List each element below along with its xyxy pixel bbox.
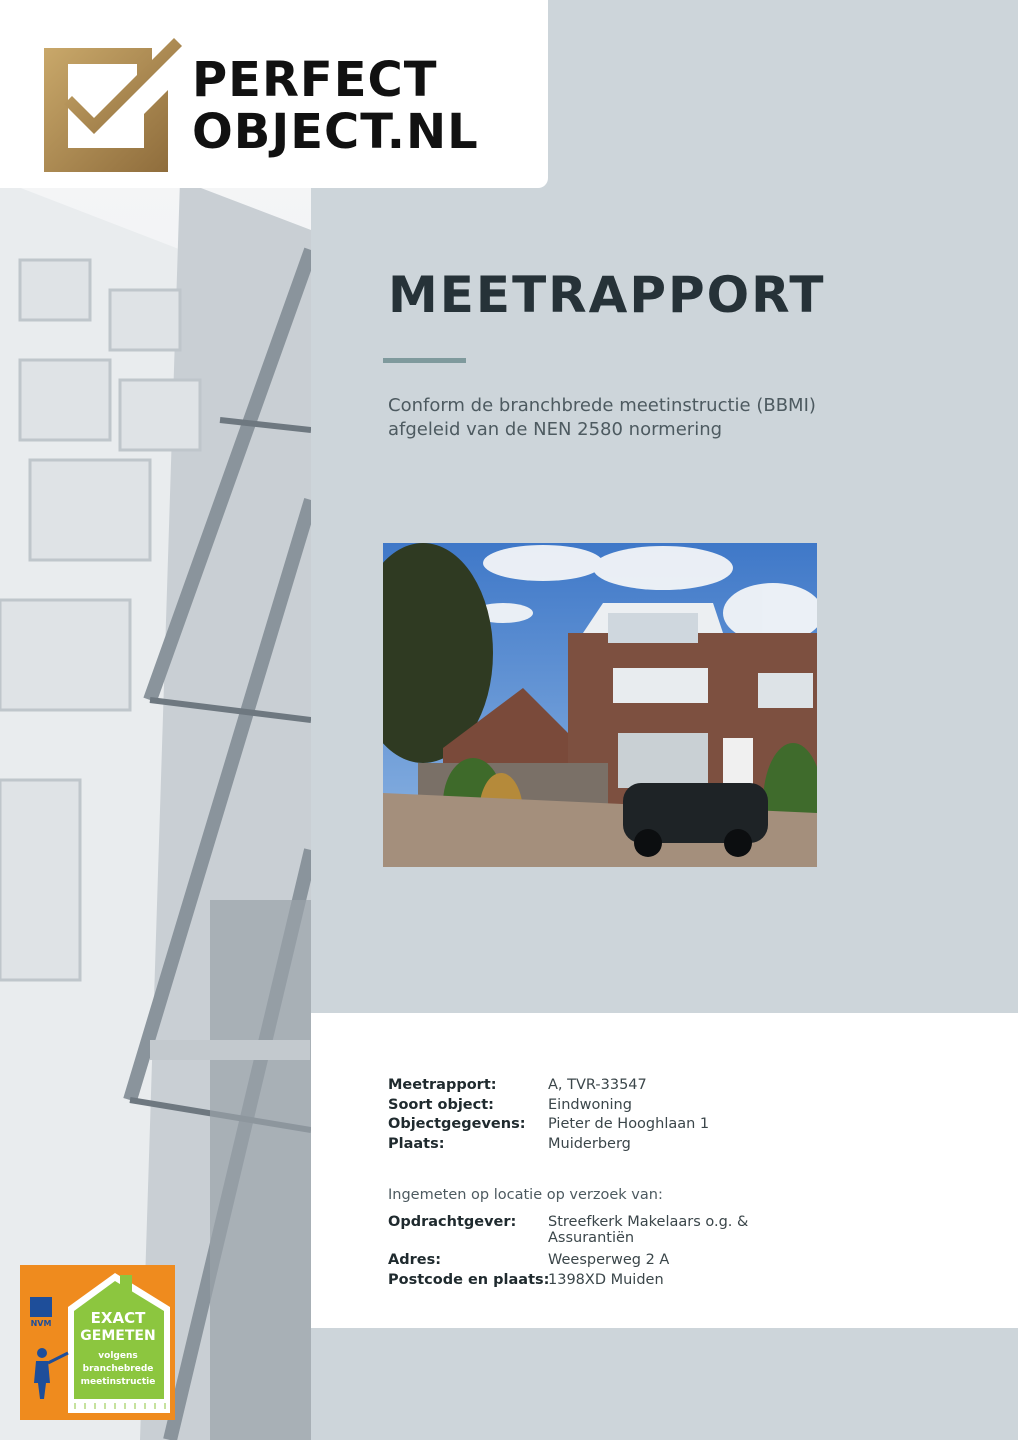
detail-label: Soort object:	[388, 1096, 494, 1113]
building-background-image	[0, 0, 311, 1440]
detail-value: Eindwoning	[548, 1096, 632, 1113]
detail-label: Meetrapport:	[388, 1077, 497, 1093]
detail-label: Adres:	[388, 1252, 442, 1268]
subtitle-line-1: Conform de branchbrede meetinstructie (BBMI)	[388, 395, 816, 416]
detail-value: 1398XD Muiden	[548, 1271, 664, 1288]
badge-line-5: meetinstructie	[80, 1377, 156, 1387]
exact-gemeten-badge	[20, 1265, 175, 1420]
client-intro: Ingemeten op locatie op verzoek van:	[388, 1187, 663, 1203]
detail-value-line-2: Assurantiën	[548, 1230, 635, 1246]
detail-value	[548, 1214, 748, 1246]
badge-line-3: volgens	[98, 1351, 138, 1361]
badge-org: NVM	[30, 1319, 52, 1328]
house-photo	[383, 543, 817, 867]
logo-line-1: PERFECT	[192, 52, 438, 108]
logo-line-2: OBJECT.NL	[192, 104, 479, 160]
detail-label: Opdrachtgever:	[388, 1214, 517, 1230]
page-title: MEETRAPPORT	[388, 266, 826, 324]
badge-line-4: branchebrede	[82, 1364, 154, 1374]
subtitle	[388, 394, 816, 442]
badge-line-2: GEMETEN	[80, 1328, 156, 1344]
logo-card	[0, 0, 548, 188]
subtitle-line-2: afgeleid van de NEN 2580 normering	[388, 419, 723, 440]
nvm-logo-icon	[30, 1297, 52, 1317]
detail-value: Weesperweg 2 A	[548, 1252, 670, 1268]
badge-line-1: EXACT	[90, 1309, 146, 1327]
detail-value: Pieter de Hooghlaan 1	[548, 1116, 710, 1132]
detail-label: Postcode en plaats:	[388, 1271, 550, 1288]
logo-wordmark	[192, 54, 479, 158]
detail-label: Objectgegevens:	[388, 1116, 526, 1132]
detail-value-line-1: Streefkerk Makelaars o.g. &	[548, 1214, 749, 1230]
person-icon	[37, 1348, 47, 1358]
checkmark-logo-icon	[42, 34, 182, 174]
title-divider	[383, 358, 466, 363]
detail-value: A, TVR-33547	[548, 1077, 647, 1093]
detail-value: Muiderberg	[548, 1135, 631, 1152]
detail-label: Plaats:	[388, 1135, 445, 1152]
